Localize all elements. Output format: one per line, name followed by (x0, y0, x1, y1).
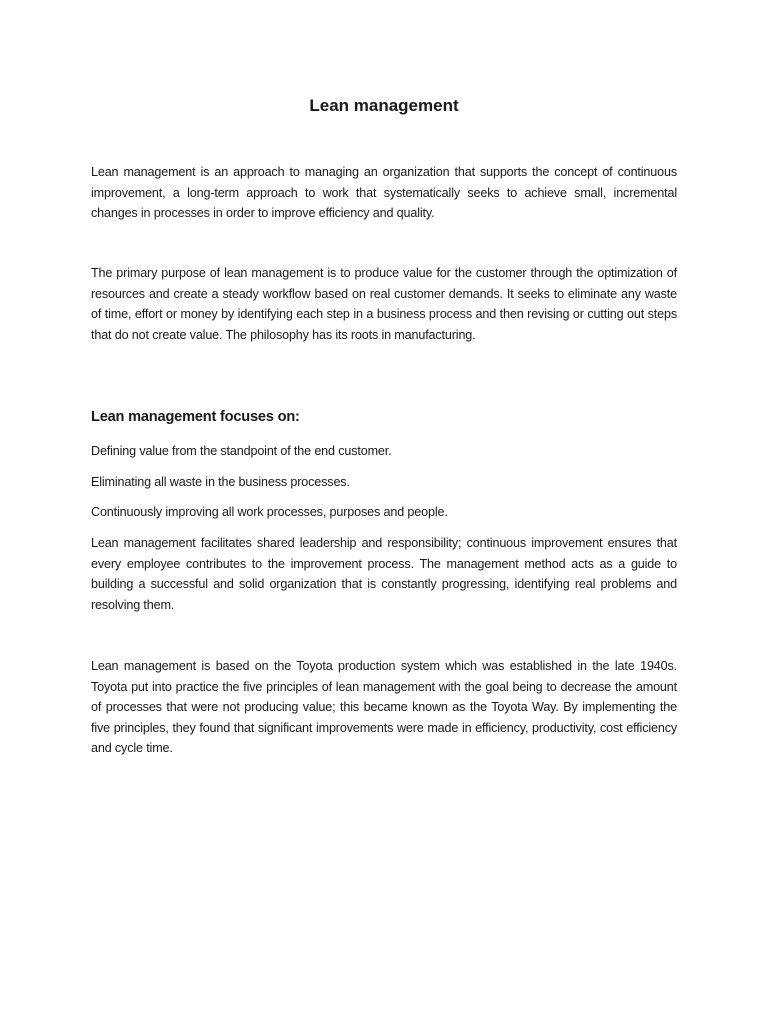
document-title: Lean management (309, 96, 459, 115)
leadership-paragraph: Lean management facilitates shared leadership and responsibility; continuous improvement ensures that every employee contributes to the improvement process. The management method acts as a guide to building a successful and solid organization that is constantly progressing, identifying real problems and resolving them. (91, 536, 677, 612)
document-page (91, 0, 677, 1024)
toyota-paragraph: Lean management is based on the Toyota production system which was established in the late 1940s. Toyota put into practice the five principles of lean management with the goal being to decrease the amount of processes that were not producing value; this became known as the Toyota Way. By implementing the five principles, they found that significant improvements were made in efficiency, productivity, cost efficiency and cycle time. (91, 659, 677, 755)
focus-item-improvement: Continuously improving all work processes, purposes and people. (91, 505, 448, 519)
focus-item-waste: Eliminating all waste in the business processes. (91, 475, 350, 489)
intro-paragraph: Lean management is an approach to managing an organization that supports the concept of continuous improvement, a long-term approach to work that systematically seeks to achieve small, incremental changes in processes in order to improve efficiency and quality. (91, 165, 677, 220)
focus-heading: Lean management focuses on: (91, 409, 300, 425)
purpose-paragraph: The primary purpose of lean management is to produce value for the customer through the optimization of resources and create a steady workflow based on real customer demands. It seeks to eliminate any waste of time, effort or money by identifying each step in a business process and then revising or cutting out steps that do not create value. The philosophy has its roots in manufacturing. (91, 266, 677, 342)
focus-item-value: Defining value from the standpoint of the end customer. (91, 444, 392, 458)
